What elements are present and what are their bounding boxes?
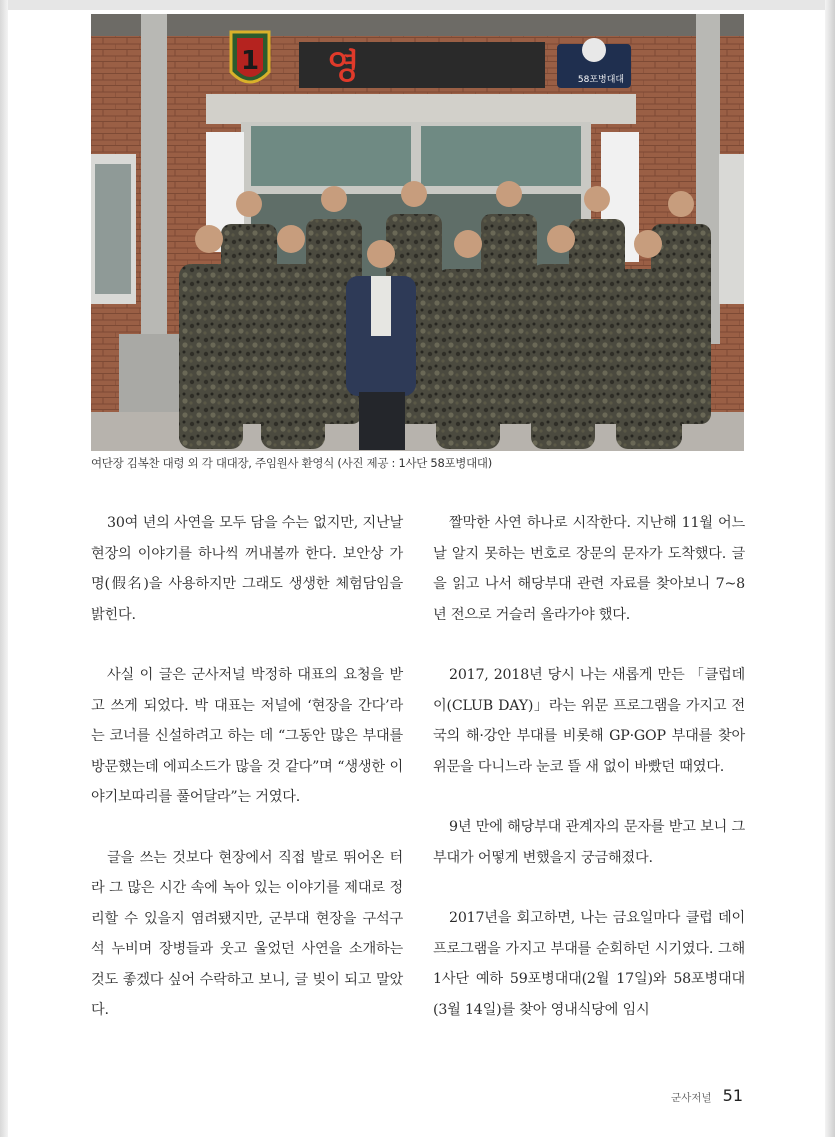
paragraph: 사실 이 글은 군사저널 박정하 대표의 요청을 받고 쓰게 되었다. 박 대표는 저널에 ‘현장을 간다’라는 코너를 신설하려고 하는 데 “그동안 많은 부대를 방문했는데 에피소드가 많을 것 같다”며 “생생한 이야기보따리를 풀어달라”는 거였다. bbox=[91, 667, 403, 805]
page-left-edge bbox=[0, 0, 8, 1137]
unit-badge-number: 1 bbox=[240, 46, 260, 76]
paragraph: 9년 만에 해당부대 관계자의 문자를 받고 보니 그 부대가 어떻게 변했을지 궁금해졌다. bbox=[433, 819, 745, 866]
page-number: 51 bbox=[722, 1086, 743, 1105]
paragraph: 2017년을 회고하면, 나는 금요일마다 클럽 데이 프로그램을 가지고 부대를 순회하던 시기였다. 그해 1사단 예하 59포병대대(2월 17일)와 58포병대대(3월 14일)를 찾아 영내식당에 임시 bbox=[433, 910, 745, 1018]
paragraph: 2017, 2018년 당시 나는 새롭게 만든 「클럽데이(CLUB DAY)」라는 위문 프로그램을 가지고 전국의 해·강안 부대를 비롯해 GP·GOP 부대를 찾아 위문을 다니느라 눈코 뜰 새 없이 바빴던 때였다. bbox=[433, 667, 745, 775]
group-photo bbox=[91, 14, 744, 451]
photo-caption: 여단장 김복찬 대령 외 각 대대장, 주임원사 환영식 (사진 제공 : 1사단 58포병대대) bbox=[91, 456, 492, 470]
page-right-edge bbox=[825, 0, 835, 1137]
sign-text: 영 bbox=[327, 47, 360, 87]
page-top-edge bbox=[0, 0, 835, 10]
magazine-name: 군사저널 bbox=[670, 1092, 712, 1104]
page-footer bbox=[671, 1086, 743, 1105]
unit-emblem-text: 58포병대대 bbox=[577, 75, 625, 85]
paragraph: 30여 년의 사연을 모두 담을 수는 없지만, 지난날 현장의 이야기를 하나씩 꺼내볼까 한다. 보안상 가명(假名)을 사용하지만 그래도 생생한 체험담임을 밝힌다. bbox=[91, 515, 403, 623]
right-column bbox=[433, 508, 745, 1055]
paragraph: 글을 쓰는 것보다 현장에서 직접 발로 뛰어온 터라 그 많은 시간 속에 녹아 있는 이야기를 제대로 정리할 수 있을지 염려됐지만, 군부대 현장을 구석구석 누비며 장병들과 웃고 울었던 사연을 소개하는 것도 좋겠다 싶어 수락하고 보니, 글 빚이 되고 말았다. bbox=[91, 849, 403, 1018]
group-photo-illustration bbox=[91, 14, 744, 451]
left-column bbox=[91, 508, 403, 1056]
paragraph: 짤막한 사연 하나로 시작한다. 지난해 11월 어느 날 알지 못하는 번호로 장문의 문자가 도착했다. 글을 읽고 나서 해당부대 관련 자료를 찾아보니 7~8년 전으로 거슬러 올라가야 했다. bbox=[433, 515, 745, 623]
